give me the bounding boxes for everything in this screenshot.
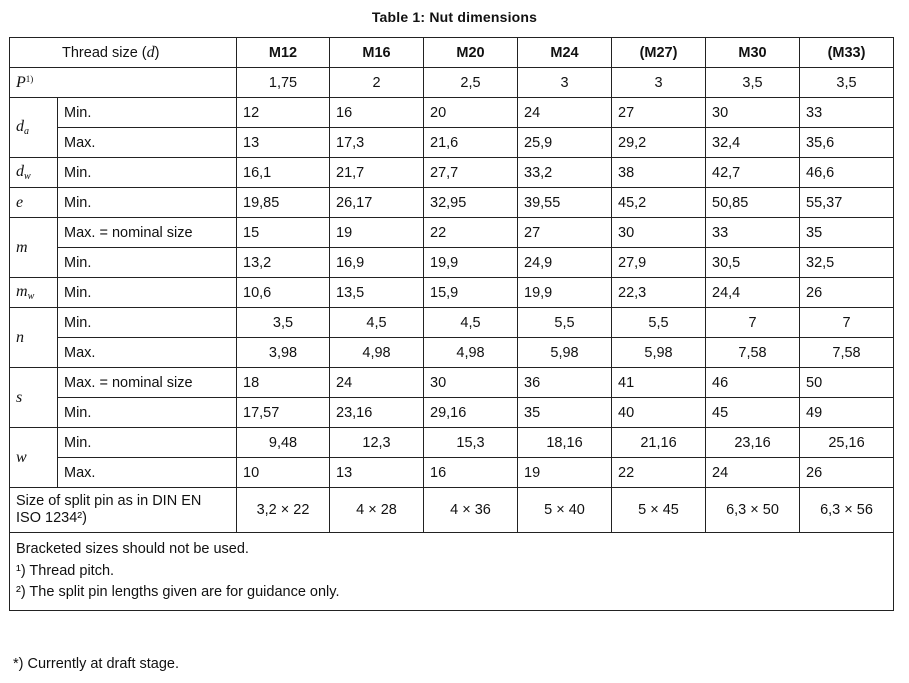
table-cell: 32,5	[800, 248, 894, 278]
table-cell: 5 × 45	[612, 488, 706, 533]
table-cell: 3	[518, 68, 612, 98]
table-cell: 25,9	[518, 128, 612, 158]
table-cell: 49	[800, 398, 894, 428]
table-cell: 23,16	[706, 428, 800, 458]
table-cell: 4,5	[330, 308, 424, 338]
table-cell: 41	[612, 368, 706, 398]
table-cell: 17,57	[237, 398, 330, 428]
footer-note: *) Currently at draft stage.	[13, 656, 180, 672]
table-cell: 15,9	[424, 278, 518, 308]
table-cell: 42,7	[706, 158, 800, 188]
table-cell: 50,85	[706, 188, 800, 218]
table-cell: 16,9	[330, 248, 424, 278]
table-cell: 21,16	[612, 428, 706, 458]
table-cell: 3,2 × 22	[237, 488, 330, 533]
table-row	[10, 338, 894, 368]
table-cell: 32,95	[424, 188, 518, 218]
notes-row	[10, 533, 894, 611]
table-cell: 33	[706, 218, 800, 248]
qualifier: Min.	[58, 98, 237, 128]
symbol-w: w	[10, 428, 58, 488]
size-header: M20	[424, 38, 518, 68]
table-cell: 5,98	[518, 338, 612, 368]
table-cell: 6,3 × 56	[800, 488, 894, 533]
qualifier: Min.	[58, 158, 237, 188]
table-cell: 1,75	[237, 68, 330, 98]
table-cell: 46	[706, 368, 800, 398]
qualifier: Min.	[58, 308, 237, 338]
table-cell: 3,98	[237, 338, 330, 368]
table-cell: 24	[330, 368, 424, 398]
table-cell: 40	[612, 398, 706, 428]
table-cell: 3,5	[237, 308, 330, 338]
table-cell: 35,6	[800, 128, 894, 158]
table-cell: 26,17	[330, 188, 424, 218]
qualifier: Max.	[58, 338, 237, 368]
table-cell: 4 × 36	[424, 488, 518, 533]
table-cell: 19	[518, 458, 612, 488]
table-row	[10, 398, 894, 428]
qualifier: Min.	[58, 398, 237, 428]
table-cell: 15,3	[424, 428, 518, 458]
table-cell: 5,5	[518, 308, 612, 338]
table-cell: 32,4	[706, 128, 800, 158]
table-cell: 17,3	[330, 128, 424, 158]
table-cell: 25,16	[800, 428, 894, 458]
table-cell: 5,5	[612, 308, 706, 338]
symbol-da: $d_a$	[10, 98, 58, 158]
qualifier: Min.	[58, 278, 237, 308]
table-cell: 10,6	[237, 278, 330, 308]
table-cell: 22	[612, 458, 706, 488]
table-cell: 13,5	[330, 278, 424, 308]
table-row	[10, 458, 894, 488]
table-cell: 33	[800, 98, 894, 128]
table-cell: 10	[237, 458, 330, 488]
table-cell: 38	[612, 158, 706, 188]
note-thread-pitch: ¹) Thread pitch.	[16, 562, 115, 579]
table-cell: 3	[612, 68, 706, 98]
note-bracketed: Bracketed sizes should not be used.	[16, 541, 249, 557]
table-cell: 30,5	[706, 248, 800, 278]
size-header: (M33)	[800, 38, 894, 68]
table-cell: 27,7	[424, 158, 518, 188]
table-cell: 22	[424, 218, 518, 248]
table-row	[10, 488, 894, 533]
table-cell: 27	[518, 218, 612, 248]
table-cell: 4,98	[330, 338, 424, 368]
qualifier: Min.	[58, 248, 237, 278]
table-row	[10, 188, 894, 218]
table-cell: 16,1	[237, 158, 330, 188]
table-row	[10, 278, 894, 308]
table-row	[10, 158, 894, 188]
table-cell: 7	[706, 308, 800, 338]
qualifier: Min.	[58, 188, 237, 218]
table-cell: 21,6	[424, 128, 518, 158]
table-row	[10, 128, 894, 158]
table-cell: 2,5	[424, 68, 518, 98]
table-cell: 7,58	[800, 338, 894, 368]
split-pin-label: Size of split pin as in DIN EN ISO 1234²)	[10, 488, 237, 533]
table-cell: 16	[424, 458, 518, 488]
size-header: M16	[330, 38, 424, 68]
table-cell: 24,9	[518, 248, 612, 278]
table-cell: 27,9	[612, 248, 706, 278]
table-cell: 26	[800, 278, 894, 308]
table-cell: 19,9	[518, 278, 612, 308]
table-cell: 21,7	[330, 158, 424, 188]
table-cell: 45	[706, 398, 800, 428]
table-cell: 29,2	[612, 128, 706, 158]
symbol-e: e	[10, 188, 58, 218]
table-cell: 20	[424, 98, 518, 128]
table-cell: 18	[237, 368, 330, 398]
table-cell: 13	[330, 458, 424, 488]
table-cell: 4,98	[424, 338, 518, 368]
table-row	[10, 428, 894, 458]
table-cell: 3,5	[706, 68, 800, 98]
table-cell: 26	[800, 458, 894, 488]
table-notes	[10, 533, 894, 611]
table-cell: 19,85	[237, 188, 330, 218]
table-cell: 3,5	[800, 68, 894, 98]
table-cell: 19	[330, 218, 424, 248]
table-cell: 9,48	[237, 428, 330, 458]
table-cell: 27	[612, 98, 706, 128]
table-cell: 24,4	[706, 278, 800, 308]
table-cell: 15	[237, 218, 330, 248]
thread-size-header: Thread size (d)	[10, 38, 237, 68]
thread-size-label: Thread size	[62, 44, 138, 61]
symbol-p: $P^{1)}$	[10, 68, 237, 98]
qualifier: Max.	[58, 128, 237, 158]
table-cell: 7,58	[706, 338, 800, 368]
table-cell: 12	[237, 98, 330, 128]
table-cell: 19,9	[424, 248, 518, 278]
table-cell: 22,3	[612, 278, 706, 308]
table-cell: 23,16	[330, 398, 424, 428]
size-header: M12	[237, 38, 330, 68]
size-header: M30	[706, 38, 800, 68]
table-row	[10, 218, 894, 248]
table-cell: 46,6	[800, 158, 894, 188]
table-cell: 5,98	[612, 338, 706, 368]
symbol-dw: $d_w$	[10, 158, 58, 188]
table-cell: 13,2	[237, 248, 330, 278]
table-cell: 12,3	[330, 428, 424, 458]
table-cell: 33,2	[518, 158, 612, 188]
table-cell: 2	[330, 68, 424, 98]
table-cell: 4,5	[424, 308, 518, 338]
table-caption: Table 1: Nut dimensions	[371, 9, 538, 25]
size-header: (M27)	[612, 38, 706, 68]
table-cell: 36	[518, 368, 612, 398]
symbol-s: s	[10, 368, 58, 428]
symbol-mw: $m_w$	[10, 278, 58, 308]
thread-size-symbol: d	[146, 43, 155, 61]
table-row	[10, 68, 894, 98]
table-cell: 50	[800, 368, 894, 398]
table-cell: 18,16	[518, 428, 612, 458]
table-row	[10, 98, 894, 128]
table-cell: 30	[706, 98, 800, 128]
table-cell: 30	[424, 368, 518, 398]
note-split-pin: ²) The split pin lengths given are for guidance only.	[16, 584, 340, 600]
qualifier: Min.	[58, 428, 237, 458]
table-cell: 35	[800, 218, 894, 248]
table-cell: 24	[518, 98, 612, 128]
table-cell: 5 × 40	[518, 488, 612, 533]
table-cell: 4 × 28	[330, 488, 424, 533]
table-cell: 45,2	[612, 188, 706, 218]
table-cell: 6,3 × 50	[706, 488, 800, 533]
qualifier: Max. = nominal size	[58, 368, 237, 398]
qualifier: Max. = nominal size	[58, 218, 237, 248]
table-cell: 39,55	[518, 188, 612, 218]
table-cell: 35	[518, 398, 612, 428]
table-cell: 16	[330, 98, 424, 128]
table-cell: 29,16	[424, 398, 518, 428]
table-cell: 24	[706, 458, 800, 488]
table-row	[10, 248, 894, 278]
size-header: M24	[518, 38, 612, 68]
header-row	[10, 38, 894, 68]
qualifier: Max.	[58, 458, 237, 488]
symbol-m: m	[10, 218, 58, 278]
table-cell: 30	[612, 218, 706, 248]
table-row	[10, 308, 894, 338]
table-row	[10, 368, 894, 398]
symbol-n: n	[10, 308, 58, 368]
table-cell: 55,37	[800, 188, 894, 218]
table-cell: 7	[800, 308, 894, 338]
table-cell: 13	[237, 128, 330, 158]
nut-dimensions-table	[9, 37, 894, 611]
